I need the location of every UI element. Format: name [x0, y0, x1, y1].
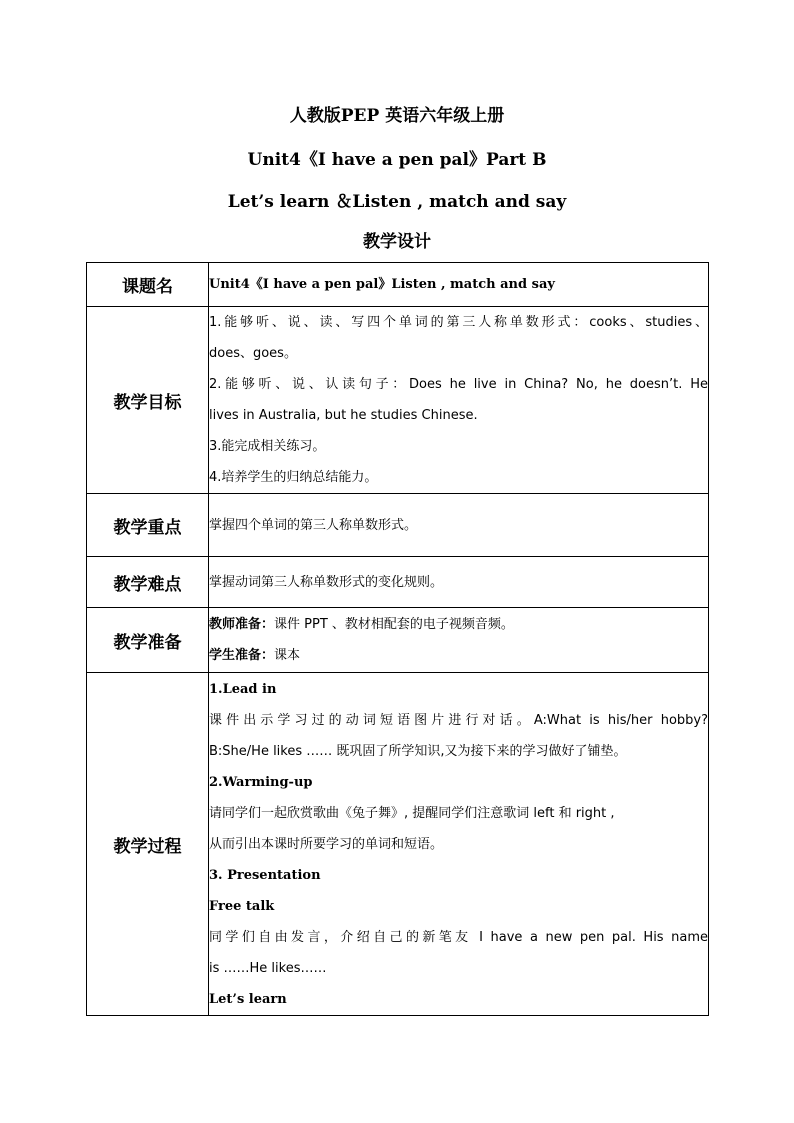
student-prep-text: 课本 [274, 648, 301, 663]
process-heading: 1.Lead in [209, 681, 277, 697]
objective-line: lives in Australia, but he studies Chinese. [209, 408, 478, 423]
process-line: 同学们自由发言，介绍自己的新笔友 I have a new pen pal. His name [209, 929, 708, 945]
title-lesson: Let’s learn ＆Listen , match and say [227, 192, 567, 212]
objective-line: 2.能够听、说、认读句子：Does he live in China? No, he doesn’t. He [209, 377, 708, 392]
teacher-preparation [209, 609, 708, 640]
key-points-text: 掌握四个单词的第三人称单数形式。 [209, 517, 418, 533]
cell-objectives [209, 307, 709, 494]
lesson-plan-table [86, 262, 709, 1016]
row-process [87, 673, 709, 1016]
process-heading: 2.Warming-up [209, 774, 313, 790]
process-heading: 3. Presentation [209, 867, 321, 883]
student-prep-label: 学生准备： [209, 648, 275, 663]
process-heading: Free talk [209, 898, 275, 914]
row-difficulties [87, 557, 709, 608]
row-preparation [87, 608, 709, 673]
process-line: 课件出示学习过的动词短语图片进行对话。A:What is his/her hobby? [209, 712, 708, 728]
student-preparation [209, 640, 708, 671]
process-line: is ……He likes…… [209, 960, 327, 976]
objective-line: 4.培养学生的归纳总结能力。 [209, 470, 378, 485]
cell-process [209, 673, 709, 1016]
teacher-prep-text: 课件 PPT 、教材相配套的电子视频音频。 [274, 617, 514, 632]
title-unit: Unit4《I have a pen pal》Part B [247, 150, 547, 170]
title-publisher: 人教版PEP 英语六年级上册 [289, 106, 505, 126]
label-process: 教学过程 [87, 673, 209, 1016]
row-objectives [87, 307, 709, 494]
process-line: 请同学们一起欣赏歌曲《兔子舞》, 提醒同学们注意歌词 left 和 right , [209, 805, 615, 821]
process-heading: Let’s learn [209, 991, 287, 1007]
title-doc-type: 教学设计 [363, 232, 431, 252]
row-key-points [87, 494, 709, 557]
objective-line: 3.能完成相关练习。 [209, 439, 326, 454]
cell-topic [209, 263, 709, 307]
cell-difficulties [209, 557, 709, 608]
cell-key-points [209, 494, 709, 557]
objective-line: 1.能够听、说、读、写四个单词的第三人称单数形式：cooks、studies、 [209, 315, 708, 330]
process-line: 从而引出本课时所要学习的单词和短语。 [209, 836, 444, 852]
teacher-prep-label: 教师准备： [209, 617, 275, 632]
process-line: B:She/He likes …… 既巩固了所学知识,又为接下来的学习做好了铺垫。 [209, 743, 627, 759]
cell-preparation [209, 608, 709, 673]
label-objectives: 教学目标 [87, 307, 209, 494]
label-difficulties: 教学难点 [87, 557, 209, 608]
objective-line: does、goes。 [209, 346, 297, 361]
label-topic: 课题名 [87, 263, 209, 307]
row-topic [87, 263, 709, 307]
topic-text: Unit4《I have a pen pal》Listen , match and say [209, 277, 555, 292]
label-key-points: 教学重点 [87, 494, 209, 557]
difficulties-text: 掌握动词第三人称单数形式的变化规则。 [209, 574, 444, 590]
label-preparation: 教学准备 [87, 608, 209, 673]
